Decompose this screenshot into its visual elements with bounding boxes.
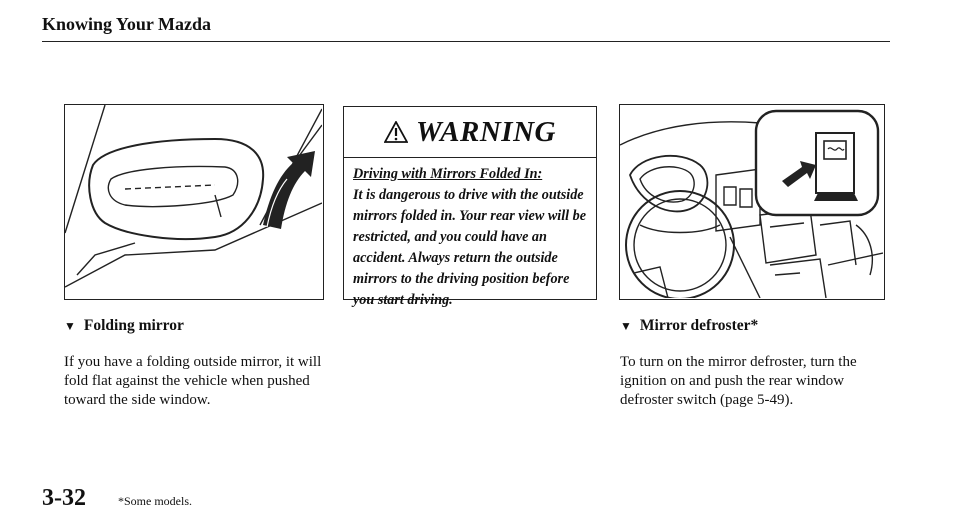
folding-mirror-caption-text: Folding mirror [83,317,184,334]
warning-text: It is dangerous to drive with the outside mirrors folded in. Your rear view will be restricted, and you could have an accident. Always return the outside mirrors to the driving position before you start driving. [353,187,587,308]
warning-body [344,158,596,311]
warning-subtitle: Driving with Mirrors Folded In: [353,166,543,182]
page-header-title: Knowing Your Mazda [42,14,212,34]
triangle-down-icon: ▼ [64,318,76,333]
mirror-defroster-illustration [619,104,885,300]
folding-mirror-caption [64,317,184,335]
footnote: *Some models. [118,494,192,508]
folding-mirror-paragraph: If you have a folding outside mirror, it will fold flat against the vehicle when pushed toward the side window. [64,354,322,408]
warning-title: WARNING [416,115,556,148]
warning-triangle-icon [384,121,408,143]
mirror-defroster-caption [620,317,758,335]
folding-mirror-illustration [64,104,324,300]
mirror-defroster-paragraph: To turn on the mirror defroster, turn the ignition on and push the rear window defroster switch (page 5-49). [620,354,857,408]
header-divider [42,41,890,42]
warning-header [344,107,596,158]
mirror-defroster-caption-text: Mirror defroster* [639,317,759,334]
warning-box [343,106,597,308]
page-number: 3-32 [42,485,86,511]
triangle-down-icon: ▼ [620,318,632,333]
